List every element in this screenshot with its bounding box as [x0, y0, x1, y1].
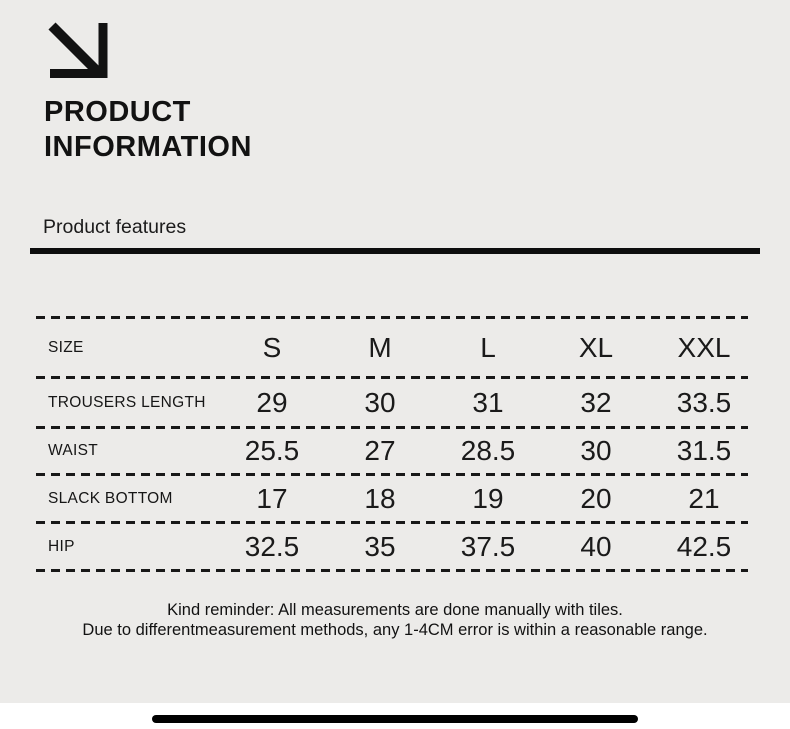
measurement-cell: 33.5 — [676, 386, 732, 418]
row-label: TROUSERS LENGTH — [48, 393, 206, 411]
measurement-cell: 32.5 — [244, 530, 300, 562]
measurement-cell: 32 — [580, 386, 612, 418]
row-values — [218, 332, 758, 364]
reminder-line2: Due to differentmeasurement methods, any 1-4CM error is within a reasonable range. — [82, 620, 708, 639]
measurement-cell: 31.5 — [676, 435, 732, 466]
measurement-cell: 17 — [256, 482, 288, 514]
measurement-cell: 40 — [580, 530, 612, 562]
measurement-cell: 20 — [580, 482, 612, 514]
measurement-cell: 30 — [364, 386, 396, 418]
table-row-slack-bottom — [36, 476, 758, 521]
size-cell: L — [480, 331, 496, 363]
row-values — [218, 531, 758, 563]
section-divider-rule — [30, 248, 760, 254]
table-row-trousers-length — [36, 379, 758, 426]
measurement-cell: 18 — [364, 482, 396, 514]
row-values — [218, 483, 758, 515]
measurement-cell: 30 — [580, 435, 612, 466]
kind-reminder-text — [0, 601, 790, 640]
measurement-cell: 21 — [688, 482, 720, 514]
section-subtitle: Product features — [43, 216, 187, 238]
measurement-cell: 27 — [364, 435, 396, 466]
table-row-waist — [36, 429, 758, 473]
row-values — [218, 387, 758, 419]
row-label: WAIST — [48, 442, 99, 459]
measurement-cell: 42.5 — [676, 530, 732, 562]
title-line2: INFORMATION — [44, 131, 252, 163]
measurement-cell: 29 — [256, 386, 288, 418]
table-row-size — [36, 319, 758, 376]
table-row-hip — [36, 524, 758, 569]
measurement-cell: 19 — [472, 482, 504, 514]
title-line1: PRODUCT — [44, 96, 191, 128]
row-label: SIZE — [48, 338, 84, 356]
table-dashed-divider — [36, 569, 748, 572]
measurement-cell: 31 — [472, 386, 504, 418]
size-chart-table — [36, 316, 758, 572]
measurement-cell: 37.5 — [460, 530, 516, 562]
row-label: SLACK BOTTOM — [48, 489, 173, 507]
arrow-down-right-icon — [48, 22, 108, 80]
size-cell: S — [262, 331, 282, 363]
row-label: HIP — [48, 537, 75, 555]
size-cell: M — [368, 331, 392, 363]
measurement-cell: 25.5 — [244, 435, 300, 466]
row-values — [218, 435, 758, 467]
page-title — [44, 95, 252, 165]
size-cell: XXL — [677, 331, 731, 363]
reminder-line1: Kind reminder: All measurements are done manually with tiles. — [167, 601, 623, 619]
size-cell: XL — [578, 331, 614, 363]
measurement-cell: 28.5 — [460, 435, 516, 466]
measurement-cell: 35 — [364, 530, 396, 562]
home-indicator-bar — [152, 715, 638, 723]
